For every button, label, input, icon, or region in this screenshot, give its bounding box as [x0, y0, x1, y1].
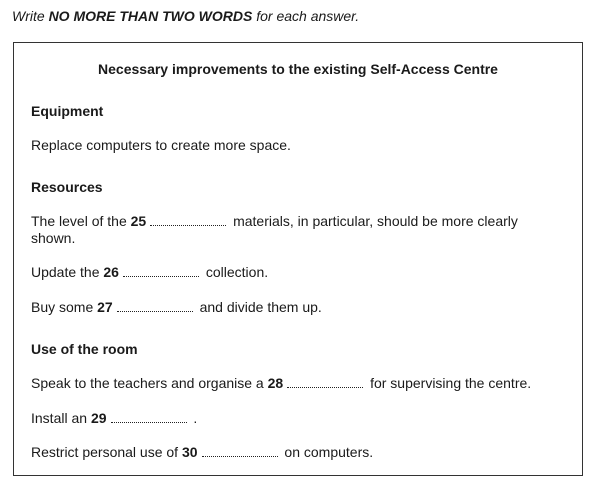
note-text-after: on computers. [280, 444, 374, 460]
instruction-suffix: for each answer. [252, 8, 360, 24]
question-number-29: 29 [90, 410, 107, 426]
answer-gap-29[interactable] [111, 412, 187, 423]
question-number-25: 25 [130, 213, 147, 229]
note-text-after: for supervising the centre. [366, 375, 532, 391]
note-text-before: Install an [31, 410, 91, 426]
notes-box [13, 42, 583, 476]
note-line-27 [31, 299, 551, 316]
instruction-prefix: Write [12, 8, 49, 24]
section-heading-equipment: Equipment [31, 103, 104, 119]
note-line-28 [31, 375, 551, 392]
section-heading-use-of-room: Use of the room [31, 341, 138, 357]
box-title: Necessary improvements to the existing Self-Access Centre [98, 61, 498, 77]
instruction-emphasis: NO MORE THAN TWO WORDS [48, 8, 253, 24]
note-text-after: and divide them up. [195, 299, 322, 315]
question-number-28: 28 [267, 375, 284, 391]
note-text-after: materials, in particular, should be more clearly shown. [31, 213, 518, 246]
answer-gap-26[interactable] [123, 266, 199, 277]
note-text-before: The level of the [31, 213, 131, 229]
note-text-before: Speak to the teachers and organise a [31, 375, 268, 391]
note-line-equipment [31, 137, 551, 154]
question-number-30: 30 [181, 444, 198, 460]
note-text: Replace computers to create more space. [31, 137, 291, 153]
instruction-text [12, 8, 359, 24]
note-line-26 [31, 264, 551, 281]
answer-gap-27[interactable] [117, 301, 193, 312]
note-text-before: Buy some [31, 299, 98, 315]
note-text-before: Update the [31, 264, 104, 280]
answer-gap-25[interactable] [150, 215, 226, 226]
question-number-26: 26 [103, 264, 119, 280]
answer-gap-28[interactable] [287, 377, 363, 388]
question-number-27: 27 [97, 299, 113, 315]
note-text-after: . [189, 410, 198, 426]
answer-gap-30[interactable] [202, 446, 278, 457]
note-text-before: Restrict personal use of [31, 444, 182, 460]
note-line-25 [31, 213, 551, 247]
note-text-after: collection. [201, 264, 269, 280]
note-line-29 [31, 410, 551, 427]
section-heading-resources: Resources [31, 179, 103, 195]
note-line-30 [31, 444, 551, 461]
